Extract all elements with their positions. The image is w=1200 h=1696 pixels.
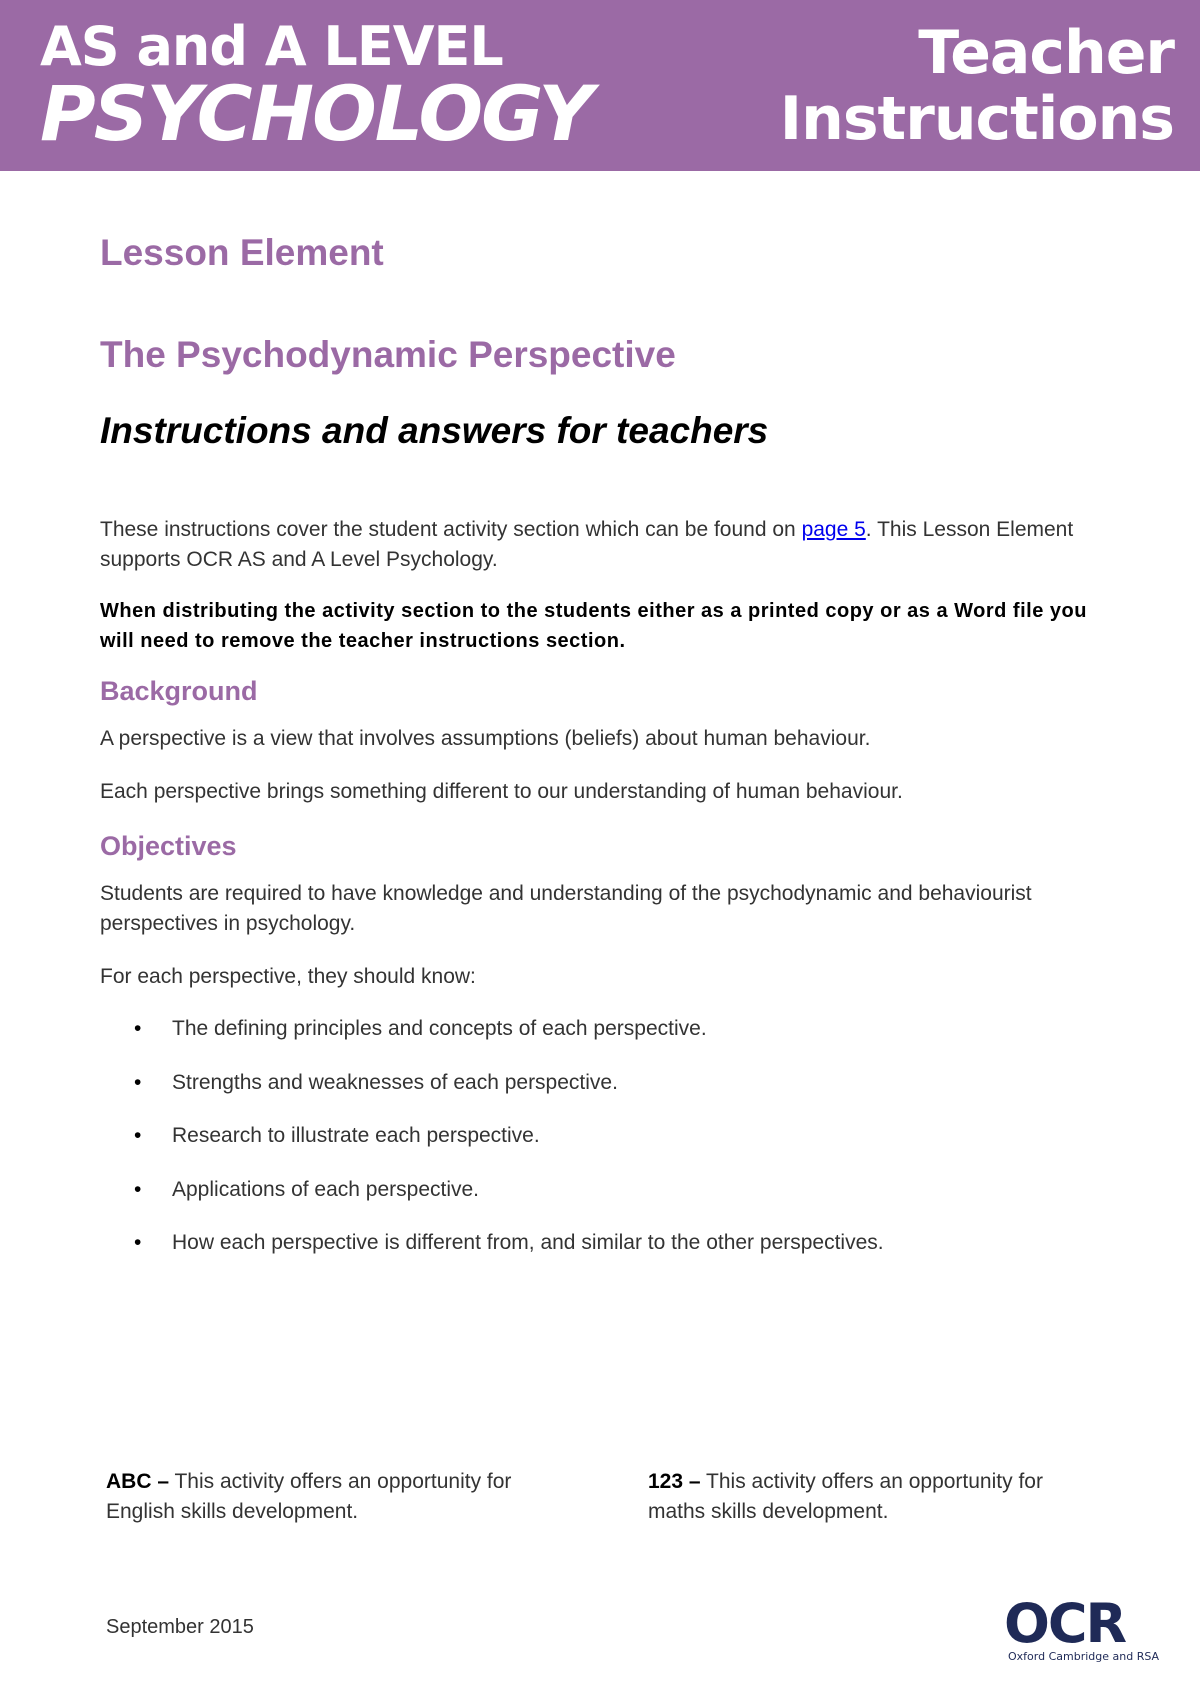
ocr-logo-text: OCR <box>1004 1594 1126 1655</box>
list-item <box>100 1175 1100 1229</box>
english-skills-text: This activity offers an opportunity for English skills development. <box>106 1470 512 1523</box>
list-item <box>100 1121 1100 1175</box>
lesson-element-heading: Lesson Element <box>100 232 384 273</box>
background-heading: Background <box>100 676 258 706</box>
background-paragraph-2: Each perspective brings something different to our understanding of human behaviour. <box>100 780 903 803</box>
objectives-paragraph-1: Students are required to have knowledge and understanding of the psychodynamic and behaviourist perspectives in psychology. <box>100 882 1032 935</box>
subject-name: PSYCHOLOGY <box>40 69 592 158</box>
objectives-heading: Objectives <box>100 831 237 861</box>
publication-date: September 2015 <box>106 1616 254 1638</box>
ocr-logo-tagline: Oxford Cambridge and RSA <box>1008 1650 1160 1663</box>
background-paragraph-1: A perspective is a view that involves assumptions (beliefs) about human behaviour. <box>100 727 871 750</box>
english-skills-label: ABC – <box>106 1470 170 1493</box>
bullet-icon: • <box>134 1124 142 1147</box>
page-title: The Psychodynamic Perspective <box>100 334 676 375</box>
bullet-icon: • <box>134 1070 142 1094</box>
list-item-text: Research to illustrate each perspective. <box>172 1124 540 1147</box>
list-item-text: The defining principles and concepts of each perspective. <box>172 1017 707 1040</box>
bullet-icon: • <box>134 1017 142 1040</box>
header-banner <box>0 0 1200 171</box>
objectives-paragraph-2: For each perspective, they should know: <box>100 965 476 988</box>
intro-text-start: These instructions cover the student activity section which can be found on <box>100 518 802 541</box>
subject-title <box>40 15 592 158</box>
list-item-text: Strengths and weaknesses of each perspective. <box>172 1070 618 1094</box>
bullet-icon: • <box>134 1177 142 1201</box>
document-type <box>780 20 1174 152</box>
document-type-line2: Instructions <box>779 84 1174 154</box>
list-item-text: Applications of each perspective. <box>172 1177 480 1201</box>
distribution-warning: When distributing the activity section to the students either as a printed copy or as a Word file you will need to remove the teacher instructions section. <box>100 600 1087 652</box>
maths-skills-text: This activity offers an opportunity for maths skills development. <box>648 1470 1043 1523</box>
bullet-icon: • <box>134 1231 142 1254</box>
maths-skills-note <box>648 1467 1058 1527</box>
list-item <box>100 1228 1100 1282</box>
page-5-link[interactable]: page 5 <box>801 518 866 541</box>
objectives-list <box>100 1014 1100 1282</box>
intro-text-end: . This Lesson Element supports OCR AS and A Level Psychology. <box>100 518 1074 571</box>
page-subtitle: Instructions and answers for teachers <box>100 410 769 451</box>
subject-level: AS and A LEVEL <box>40 15 503 78</box>
english-skills-note <box>106 1467 526 1527</box>
list-item <box>100 1014 1100 1068</box>
document-type-line1: Teacher <box>918 18 1174 88</box>
ocr-logo <box>1002 1594 1162 1664</box>
maths-skills-label: 123 – <box>648 1470 701 1493</box>
list-item-text: How each perspective is different from, and similar to the other perspectives. <box>172 1231 884 1254</box>
list-item <box>100 1068 1100 1122</box>
intro-paragraph <box>100 515 1100 575</box>
